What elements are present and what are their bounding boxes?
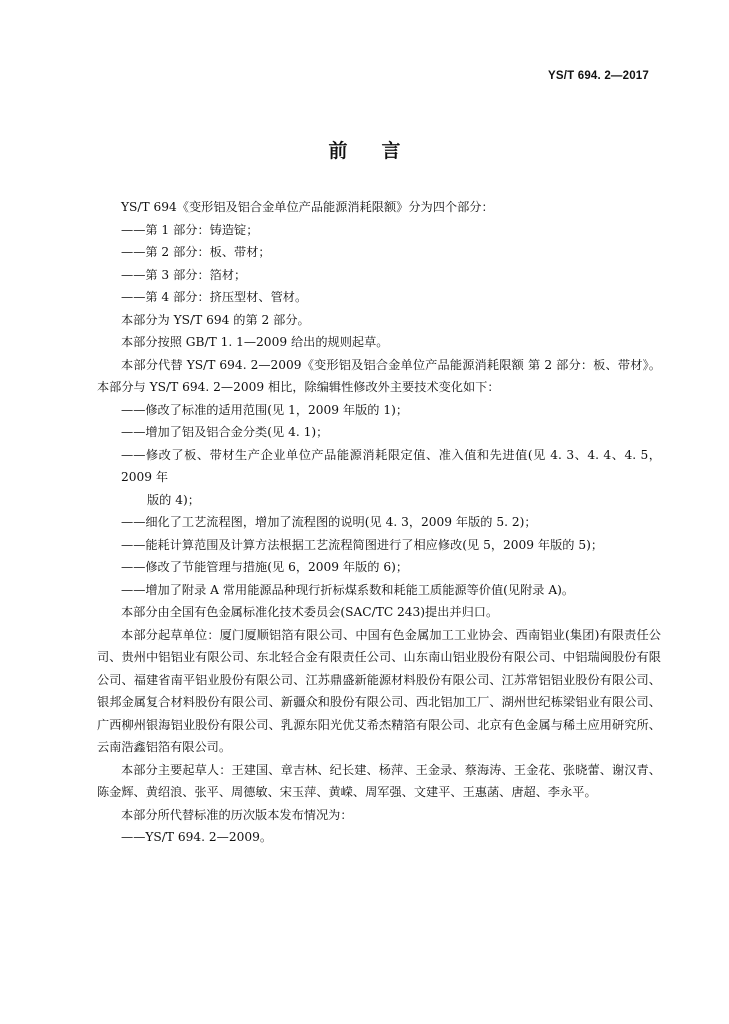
paragraph-drafting-rules: 本部分按照 GB/T 1. 1—2009 给出的规则起草。 [121, 335, 389, 349]
paragraph-parts-intro: YS/T 694《变形铝及铝合金单位产品能源消耗限额》分为四个部分： [121, 200, 494, 214]
paragraph-replaces: 本部分代替 YS/T 694. 2—2009《变形铝及铝合金单位产品能源消耗限额 第 2 部分：板、带材》。本部分与 YS/T 694. 2—2009 相比，除编辑性修改外主要技术变化如下： [97, 357, 661, 394]
list-item-change-3 [97, 444, 661, 512]
list-item-part-1: ——第 1 部分：铸造锭； [121, 222, 259, 237]
list-item-history-1: ——YS/T 694. 2—2009。 [121, 830, 273, 844]
list-item-change-3-line2: 版的 4)； [147, 492, 200, 507]
paragraph-drafting-units: 本部分起草单位：厦门厦顺铝箔有限公司、中国有色金属加工工业协会、西南铝业(集团)有限责任公司、贵州中铝铝业有限公司、东北轻合金有限责任公司、山东南山铝业股份有限公司、中铝瑞闽股份有限公司、福建省南平铝业股份有限公司、江苏鼎盛新能源材料股份有限公司、江苏常铝铝业股份有限公司、银邦金属复合材料股份有限公司、新疆众和股份有限公司、西北铝加工厂、湖州世纪栋梁铝业有限公司、广西柳州银海铝业股份有限公司、乳源东阳光优艾希杰精箔有限公司、北京有色金属与稀土应用研究所、云南浩鑫铝箔有限公司。 [97, 627, 661, 754]
page-title: 前言 [328, 140, 435, 162]
paragraph-this-part: 本部分为 YS/T 694 的第 2 部分。 [121, 312, 310, 327]
list-item-part-2: ——第 2 部分：板、带材； [121, 245, 271, 259]
list-item-change-2: ——增加了铝及铝合金分类(见 4. 1)； [121, 425, 329, 439]
list-item-change-5: ——能耗计算范围及计算方法根据工艺流程简图进行了相应修改(见 5，2009 年版的 5)； [121, 537, 604, 552]
paragraph-history-intro: 本部分所代替标准的历次版本发布情况为： [121, 807, 353, 822]
paragraph-proposer: 本部分由全国有色金属标准化技术委员会(SAC/TC 243)提出并归口。 [121, 605, 499, 619]
list-item-change-7: ——增加了附录 A 常用能源品种现行折标煤系数和耗能工质能源等价值(见附录 A)。 [121, 582, 575, 597]
list-item-change-1: ——修改了标准的适用范围(见 1，2009 年版的 1)； [121, 402, 409, 417]
list-item-change-4: ——细化了工艺流程图，增加了流程图的说明(见 4. 3，2009 年版的 5. 2)； [121, 515, 537, 529]
list-item-change-3-line1: ——修改了板、带材生产企业单位产品能源消耗限定值、准入值和先进值(见 4. 3、4. 4、4. 5，2009 年 [121, 447, 661, 484]
list-item-part-3: ——第 3 部分：箔材； [121, 267, 247, 282]
paragraph-drafters: 本部分主要起草人：王建国、章吉林、纪长建、杨萍、王金录、蔡海涛、王金花、张晓蕾、谢汉青、陈金辉、黄绍浪、张平、周德敏、宋玉萍、黄嵘、周军强、文建平、王惠菡、唐超、李永平。 [97, 762, 661, 799]
standard-number: YS/T 694. 2—2017 [547, 70, 649, 82]
document-body [97, 196, 661, 849]
list-item-part-4: ——第 4 部分：挤压型材、管材。 [121, 290, 308, 304]
list-item-change-6: ——修改了节能管理与措施(见 6，2009 年版的 6)； [121, 560, 409, 574]
